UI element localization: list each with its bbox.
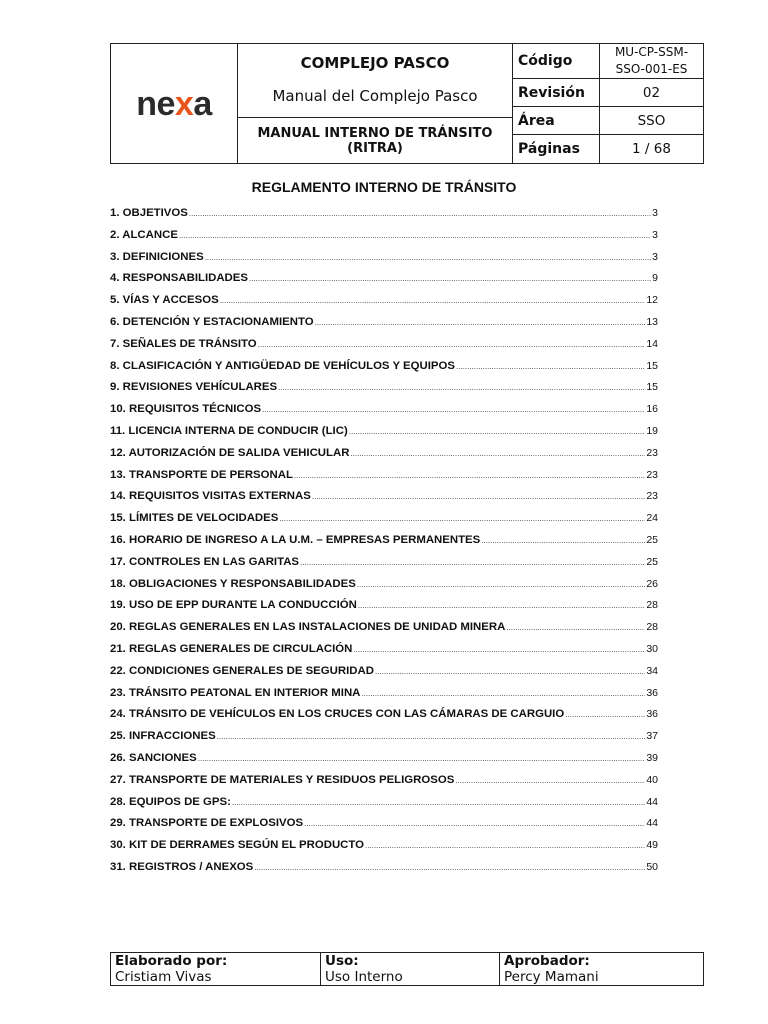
toc-entry-page: 39 <box>646 751 658 764</box>
toc-dot-leader <box>455 776 645 785</box>
toc-dot-leader <box>294 471 645 480</box>
toc-dot-leader <box>481 536 645 545</box>
header-middle <box>238 44 513 164</box>
toc-entry-title: 25. INFRACCIONES <box>110 730 216 743</box>
toc-entry-title: 24. TRÁNSITO DE VEHÍCULOS EN LOS CRUCES CON LAS CÁMARAS DE CARGUIO <box>110 708 565 721</box>
toc-entry[interactable] <box>110 338 658 360</box>
logo-cell <box>111 44 238 164</box>
toc-dot-leader <box>198 754 646 763</box>
toc-entry-title: 14. REQUISITOS VISITAS EXTERNAS <box>110 490 311 503</box>
document-footer <box>110 952 704 986</box>
toc-dot-leader <box>254 863 645 872</box>
toc-entry[interactable] <box>110 381 658 403</box>
toc-entry-page: 28 <box>646 621 658 634</box>
toc-entry-title: 26. SANCIONES <box>110 751 197 764</box>
toc-entry-title: 5. VÍAS Y ACCESOS <box>110 294 219 307</box>
paginas-value: 1 / 68 <box>600 135 704 164</box>
toc-entry-title: 3. DEFINICIONES <box>110 250 204 263</box>
toc-entry[interactable] <box>110 861 658 883</box>
toc-entry-title: 6. DETENCIÓN Y ESTACIONAMIENTO <box>110 315 314 328</box>
uso-value: Uso Interno <box>325 969 403 985</box>
toc-entry[interactable] <box>110 817 658 839</box>
toc-entry-title: 31. REGISTROS / ANEXOS <box>110 860 254 873</box>
toc-entry[interactable] <box>110 774 658 796</box>
toc-entry[interactable] <box>110 316 658 338</box>
toc-entry-page: 15 <box>646 381 658 394</box>
toc-dot-leader <box>279 514 645 523</box>
toc-entry[interactable] <box>110 665 658 687</box>
toc-entry-title: 4. RESPONSABILIDADES <box>110 272 248 285</box>
document-name-line1: MANUAL INTERNO DE TRÁNSITO <box>257 125 493 141</box>
toc-entry[interactable] <box>110 534 658 556</box>
codigo-line1: MU-CP-SSM- <box>614 45 689 59</box>
revision-label: Revisión <box>513 79 600 107</box>
toc-entry-title: 11. LICENCIA INTERNA DE CONDUCIR (LIC) <box>110 424 348 437</box>
toc-entry[interactable] <box>110 643 658 665</box>
toc-entry[interactable] <box>110 752 658 774</box>
aprobador-value: Percy Mamani <box>504 969 599 985</box>
toc-entry-title: 19. USO DE EPP DURANTE LA CONDUCCIÓN <box>110 599 357 612</box>
toc-dot-leader <box>232 798 645 807</box>
toc-dot-leader <box>350 449 645 458</box>
toc-dot-leader <box>249 274 651 283</box>
codigo-line2: SSO-001-ES <box>615 62 688 76</box>
uso-cell <box>321 953 500 986</box>
toc-entry-title: 13. TRANSPORTE DE PERSONAL <box>110 468 293 481</box>
toc-entry-page: 44 <box>646 817 658 830</box>
toc-dot-leader <box>358 601 645 610</box>
toc-dot-leader <box>189 209 651 218</box>
toc-entry-page: 40 <box>646 773 658 786</box>
toc-entry-page: 44 <box>646 795 658 808</box>
toc-entry[interactable] <box>110 512 658 534</box>
toc-entry[interactable] <box>110 687 658 709</box>
toc-entry[interactable] <box>110 294 658 316</box>
toc-entry-page: 49 <box>646 839 658 852</box>
toc-entry-page: 36 <box>646 686 658 699</box>
toc-entry-title: 7. SEÑALES DE TRÁNSITO <box>110 337 257 350</box>
document-name-line2: (RITRA) <box>347 140 403 156</box>
toc-entry-page: 25 <box>646 533 658 546</box>
toc-dot-leader <box>300 558 645 567</box>
toc-entry-title: 16. HORARIO DE INGRESO A LA U.M. – EMPRESAS PERMANENTES <box>110 533 481 546</box>
toc-entry-page: 3 <box>652 250 658 263</box>
toc-entry-page: 3 <box>652 207 658 219</box>
toc-entry-page: 15 <box>646 359 658 372</box>
toc-dot-leader <box>278 383 645 392</box>
toc-entry-title: 10. REQUISITOS TÉCNICOS <box>110 403 262 416</box>
toc-entry[interactable] <box>110 708 658 730</box>
elaborado-cell <box>111 953 321 986</box>
toc-entry-page: 34 <box>646 664 658 677</box>
toc-entry-page: 12 <box>646 294 658 307</box>
toc-dot-leader <box>357 580 646 589</box>
toc-entry-title: 1. OBJETIVOS <box>110 207 188 219</box>
toc-entry-page: 13 <box>646 315 658 328</box>
toc-entry[interactable] <box>110 599 658 621</box>
toc-dot-leader <box>179 231 651 240</box>
toc-entry[interactable] <box>110 360 658 382</box>
toc-entry-page: 37 <box>646 730 658 743</box>
toc-entry-title: 27. TRANSPORTE DE MATERIALES Y RESIDUOS PELIGROSOS <box>110 773 455 786</box>
codigo-label: Código <box>513 44 600 79</box>
toc-entry-title: 30. KIT DE DERRAMES SEGÚN EL PRODUCTO <box>110 839 365 852</box>
document-title: REGLAMENTO INTERNO DE TRÁNSITO <box>251 179 517 195</box>
toc-entry-title: 20. REGLAS GENERALES EN LAS INSTALACIONES DE UNIDAD MINERA <box>110 621 506 634</box>
toc-entry-title: 9. REVISIONES VEHÍCULARES <box>110 381 278 394</box>
area-label: Área <box>513 107 600 135</box>
complex-name: COMPLEJO PASCO <box>300 53 450 72</box>
toc-dot-leader <box>304 819 645 828</box>
toc-dot-leader <box>220 296 646 305</box>
revision-value: 02 <box>600 79 704 107</box>
toc-entry-page: 23 <box>646 446 658 459</box>
codigo-value <box>600 44 704 79</box>
toc-entry[interactable] <box>110 469 658 491</box>
toc-dot-leader <box>205 253 651 262</box>
toc-dot-leader <box>565 710 645 719</box>
toc-entry-page: 23 <box>646 468 658 481</box>
toc-entry-page: 25 <box>646 555 658 568</box>
toc-entry-title: 2. ALCANCE <box>110 228 178 241</box>
toc-entry-page: 24 <box>646 512 658 525</box>
toc-dot-leader <box>353 645 645 654</box>
toc-entry-title: 29. TRANSPORTE DE EXPLOSIVOS <box>110 817 304 830</box>
toc-entry[interactable] <box>110 578 658 600</box>
toc-entry[interactable] <box>110 490 658 512</box>
toc-dot-leader <box>217 732 646 741</box>
toc-entry-title: 8. CLASIFICACIÓN Y ANTIGÜEDAD DE VEHÍCULOS Y EQUIPOS <box>110 359 455 372</box>
toc-dot-leader <box>365 841 645 850</box>
toc-entry-title: 17. CONTROLES EN LAS GARITAS <box>110 555 300 568</box>
toc-dot-leader <box>315 318 646 327</box>
uso-label: Uso: <box>325 953 359 969</box>
toc-dot-leader <box>375 667 645 676</box>
paginas-label: Páginas <box>513 135 600 164</box>
toc-entry[interactable] <box>110 447 658 469</box>
elaborado-value: Cristiam Vivas <box>115 969 212 985</box>
toc-entry-page: 23 <box>646 490 658 503</box>
toc-dot-leader <box>456 362 645 371</box>
toc-dot-leader <box>312 492 645 501</box>
toc-dot-leader <box>262 405 645 414</box>
toc-entry-title: 12. AUTORIZACIÓN DE SALIDA VEHICULAR <box>110 446 350 459</box>
toc-entry[interactable] <box>110 229 658 251</box>
table-of-contents <box>110 207 658 883</box>
toc-entry-page: 9 <box>652 272 658 285</box>
toc-dot-leader <box>506 623 645 632</box>
toc-dot-leader <box>361 689 645 698</box>
toc-entry-page: 3 <box>652 228 658 241</box>
toc-entry-title: 21. REGLAS GENERALES DE CIRCULACIÓN <box>110 642 353 655</box>
toc-entry[interactable] <box>110 403 658 425</box>
toc-entry-title: 15. LÍMITES DE VELOCIDADES <box>110 512 279 525</box>
toc-entry-page: 30 <box>646 642 658 655</box>
toc-entry-title: 23. TRÁNSITO PEATONAL EN INTERIOR MINA <box>110 686 361 699</box>
toc-entry[interactable] <box>110 272 658 294</box>
aprobador-cell <box>500 953 704 986</box>
toc-entry-title: 18. OBLIGACIONES Y RESPONSABILIDADES <box>110 577 356 590</box>
toc-entry[interactable] <box>110 730 658 752</box>
toc-entry-page: 26 <box>646 577 658 590</box>
area-value: SSO <box>600 107 704 135</box>
toc-dot-leader <box>258 340 646 349</box>
toc-entry-title: 28. EQUIPOS DE GPS: <box>110 795 231 808</box>
toc-entry-page: 16 <box>646 403 658 416</box>
toc-entry-page: 19 <box>646 424 658 437</box>
toc-entry-page: 50 <box>646 860 658 873</box>
toc-entry-title: 22. CONDICIONES GENERALES DE SEGURIDAD <box>110 664 374 677</box>
toc-entry[interactable] <box>110 839 658 861</box>
toc-entry[interactable] <box>110 796 658 818</box>
toc-entry[interactable] <box>110 251 658 273</box>
aprobador-label: Aprobador: <box>504 953 590 969</box>
document-name <box>238 117 512 163</box>
toc-entry[interactable] <box>110 621 658 643</box>
toc-entry-page: 36 <box>646 708 658 721</box>
toc-entry-page: 28 <box>646 599 658 612</box>
document-header <box>110 43 704 164</box>
toc-entry[interactable] <box>110 425 658 447</box>
nexa-logo: nexa <box>136 84 212 123</box>
toc-entry[interactable] <box>110 556 658 578</box>
elaborado-label: Elaborado por: <box>115 953 228 969</box>
toc-dot-leader <box>349 427 646 436</box>
toc-entry[interactable] <box>110 207 658 229</box>
manual-name: Manual del Complejo Pasco <box>272 87 478 106</box>
toc-entry-page: 14 <box>646 337 658 350</box>
